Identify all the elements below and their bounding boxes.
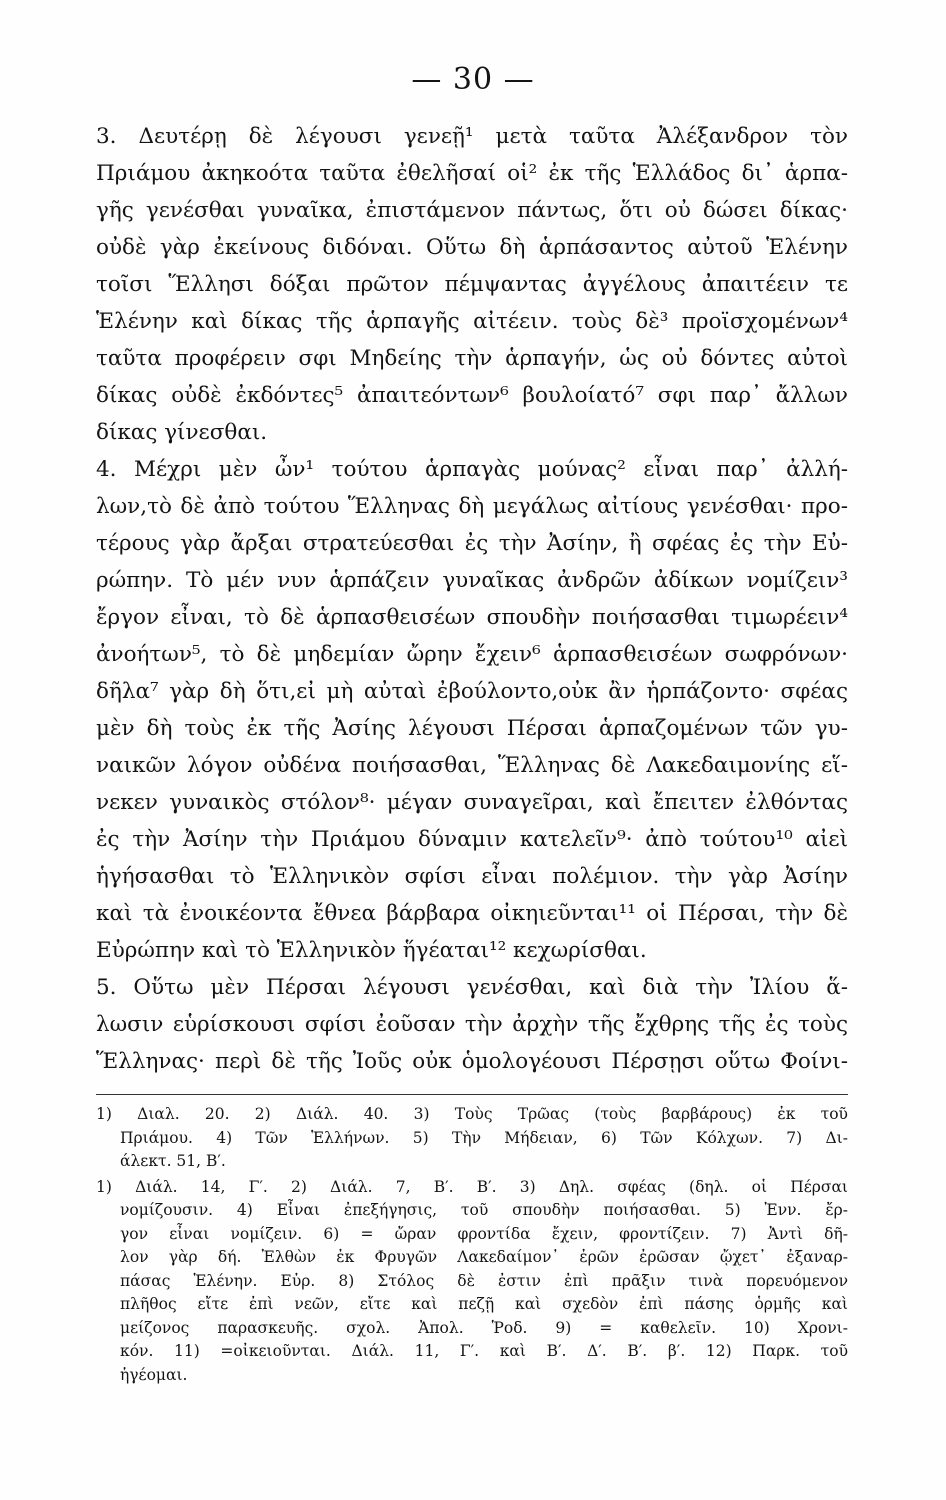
text-line: 3. Δευτέρῃ δὲ λέγουσι γενεῇ¹ μετὰ ταῦτα Ἀλέξανδρον τὸν [96, 124, 848, 149]
text-line: ἔργον εἶναι, τὸ δὲ ἁρπασθεισέων σπουδὴν ποιήσασθαι τιμωρέειν⁴ [96, 605, 848, 630]
footnote-line: νομίζουσιν. 4) Εἶναι ἐπεξήγησις, τοῦ σπουδὴν ποιήσασθαι. 5) Ἐνν. ἔρ- [120, 1201, 848, 1219]
footnote-line: γον εἶναι νομίζειν. 6) = ὤραν φροντίδα ἔχειν, φροντίζειν. 7) Ἀντὶ δῆ- [120, 1224, 848, 1243]
footnote-line: Πριάμου. 4) Τῶν Ἑλλήνων. 5) Τὴν Μήδειαν, 6) Τῶν Κόλχων. 7) Δι- [120, 1128, 848, 1147]
text-line: λωσιν εὑρίσκουσι σφίσι ἐοῦσαν τὴν ἀρχὴν τῆς ἔχθρης τῆς ἐς τοὺς [96, 1012, 848, 1037]
footnote-line: λον γὰρ δή. Ἐλθὼν ἐκ Φρυγῶν Λακεδαίμον᾽ ἐρῶν ἐρῶσαν ᾤχετ᾽ ἐξαναρ- [120, 1248, 848, 1266]
footnote-line: 1) Διαλ. 20. 2) Διάλ. 40. 3) Τοὺς Τρῶας (τοὺς βαρβάρους) ἐκ τοῦ [96, 1105, 848, 1123]
text-line: καὶ τὰ ἐνοικέοντα ἔθνεα βάρβαρα οἰκηιεῦνται¹¹ οἱ Πέρσαι, τὴν δὲ [96, 901, 848, 926]
text-line: Ἕλληνας· περὶ δὲ τῆς Ἰοῦς οὐκ ὁμολογέουσι Πέρσῃσι οὕτω Φοίνι- [96, 1049, 848, 1074]
footnote-divider [96, 1094, 848, 1095]
text-line: νεκεν γυναικὸς στόλον⁸· μέγαν συναγεῖραι, καὶ ἔπειτεν ἐλθόντας [96, 790, 848, 815]
text-line: Πριάμου ἀκηκοότα ταῦτα ἐθελῆσαί οἱ² ἐκ τῆς Ἑλλάδος δι᾽ ἁρπα- [96, 161, 848, 186]
footnote-line: μείζονος παρασκευῆς. σχολ. Ἀπολ. Ῥοδ. 9) = καθελεῖν. 10) Χρονι- [120, 1318, 848, 1337]
text-line: 4. Μέχρι μὲν ὦν¹ τούτου ἁρπαγὰς μούνας² εἶναι παρ᾽ ἀλλή- [96, 457, 848, 482]
footnote-line: πλῆθος εἴτε ἐπὶ νεῶν, εἴτε καὶ πεζῇ καὶ σχεδὸν ἐπὶ πάσης ὁρμῆς καὶ [120, 1295, 848, 1313]
text-line: ταῦτα προφέρειν σφι Μηδείης τὴν ἁρπαγήν, ὡς οὐ δόντες αὐτοὶ [96, 346, 848, 371]
text-line: Ἑλένην καὶ δίκας τῆς ἁρπαγῆς αἰτέειν. τοὺς δὲ³ προϊσχομένων⁴ [96, 309, 848, 334]
text-line: μὲν δὴ τοὺς ἐκ τῆς Ἀσίης λέγουσι Πέρσαι ἁρπαζομένων τῶν γυ- [96, 716, 848, 741]
footnote-line: ἡγέομαι. [120, 1365, 188, 1384]
page-number: — 30 — [411, 62, 535, 97]
text-line: δίκας γίνεσθαι. [96, 420, 268, 445]
footnote-line: πάσας Ἑλένην. Εὐρ. 8) Στόλος δὲ ἐστιν ἐπὶ πρᾶξιν τινὰ πορευόμενον [120, 1271, 848, 1290]
text-line: γῆς γενέσθαι γυναῖκα, ἐπιστάμενον πάντως, ὅτι οὐ δώσει δίκας· [96, 198, 848, 223]
text-line: οὐδὲ γὰρ ἐκείνους διδόναι. Οὕτω δὴ ἁρπάσαντος αὐτοῦ Ἑλένην [96, 235, 848, 260]
text-line: ἀνοήτων⁵, τὸ δὲ μηδεμίαν ὤρην ἔχειν⁶ ἁρπασθεισέων σωφρόνων· [96, 642, 848, 667]
footnote-line: άλεκτ. 51, Β′. [120, 1152, 226, 1170]
text-line: λων,τὸ δὲ ἀπὸ τούτου Ἕλληνας δὴ μεγάλως αἰτίους γενέσθαι· προ- [96, 494, 848, 519]
text-line: ναικῶν λόγον οὐδένα ποιήσασθαι, Ἕλληνας δὲ Λακεδαιμονίης εἵ- [96, 753, 848, 778]
footnotes [96, 1103, 848, 1387]
text-line: ρώπην. Τὸ μέν νυν ἁρπάζειν γυναῖκας ἀνδρῶν ἀδίκων νομίζειν³ [96, 568, 848, 593]
text-line: τοῖσι Ἕλλησι δόξαι πρῶτον πέμψαντας ἀγγέλους ἀπαιτέειν τε [96, 272, 848, 297]
text-line: ἐς τὴν Ἀσίην τὴν Πριάμου δύναμιν κατελεῖν⁹· ἀπὸ τούτου¹⁰ αἰεὶ [96, 827, 848, 852]
text-line: τέρους γὰρ ἄρξαι στρατεύεσθαι ἐς τὴν Ἀσίην, ἢ σφέας ἐς τὴν Εὐ- [96, 531, 848, 556]
text-line: δῆλα⁷ γὰρ δὴ ὅτι,εἰ μὴ αὐταὶ ἐβούλοντο,οὐκ ἂν ἡρπάζοντο· σφέας [96, 679, 848, 704]
footnote-line: 1) Διάλ. 14, Γ′. 2) Διάλ. 7, Β′. Β′. 3) Δηλ. σφέας (δηλ. οἱ Πέρσαι [96, 1177, 848, 1196]
text-line: 5. Οὕτω μὲν Πέρσαι λέγουσι γενέσθαι, καὶ διὰ τὴν Ἰλίου ἅ- [96, 975, 848, 1000]
footnote-line: κόν. 11) =οἰκειοῦνται. Διάλ. 11, Γ′. καὶ Β′. Δ′. Β′. β′. 12) Παρκ. τοῦ [120, 1342, 848, 1360]
main-text [96, 118, 848, 1080]
text-line: Εὐρώπην καὶ τὸ Ἑλληνικὸν ἥγέαται¹² κεχωρίσθαι. [96, 938, 647, 963]
text-line: ἡγήσασθαι τὸ Ἑλληνικὸν σφίσι εἶναι πολέμιον. τὴν γὰρ Ἀσίην [96, 864, 848, 889]
text-line: δίκας οὐδὲ ἐκδόντες⁵ ἀπαιτεόντων⁶ βουλοίατό⁷ σφι παρ᾽ ἄλλων [96, 383, 848, 408]
